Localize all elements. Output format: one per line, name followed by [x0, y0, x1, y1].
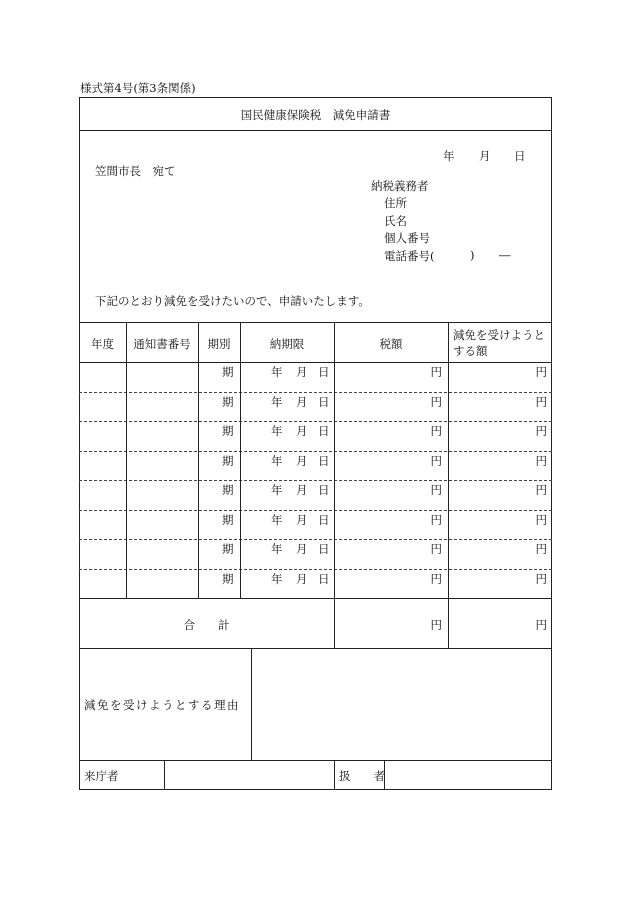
- row-separator: [79, 569, 552, 570]
- row-tax-yen: 円: [430, 483, 442, 497]
- row-tax-yen: 円: [430, 513, 442, 527]
- row-period-unit: 期: [222, 483, 234, 497]
- application-form: [79, 97, 552, 790]
- row-separator: [79, 392, 552, 393]
- row-period-unit: 期: [222, 572, 234, 586]
- total-label: 合 計: [183, 618, 230, 632]
- row-due-day: 日: [318, 454, 330, 468]
- row-due-year: 年: [271, 513, 283, 527]
- form-number-label: 様式第4号(第3条関係): [80, 81, 196, 95]
- row-separator: [79, 451, 552, 452]
- row-reduction-yen: 円: [535, 424, 547, 438]
- applicant-address-label: 住所: [384, 196, 407, 210]
- phone-close-paren: ): [470, 248, 475, 262]
- divider: [79, 130, 552, 131]
- divider: [240, 322, 241, 598]
- divider: [334, 322, 335, 648]
- visitor-label: 来庁者: [84, 769, 119, 783]
- row-period-unit: 期: [222, 395, 234, 409]
- applicant-personal-number-label: 個人番号: [384, 231, 430, 245]
- divider: [384, 760, 385, 790]
- row-tax-yen: 円: [430, 454, 442, 468]
- row-due-day: 日: [318, 513, 330, 527]
- row-tax-yen: 円: [430, 542, 442, 556]
- row-due-day: 日: [318, 572, 330, 586]
- total-reduction-yen: 円: [535, 618, 547, 632]
- row-due-month: 月: [296, 542, 308, 556]
- row-due-year: 年: [271, 542, 283, 556]
- row-reduction-yen: 円: [535, 365, 547, 379]
- divider: [79, 760, 552, 761]
- row-separator: [79, 480, 552, 481]
- addressee: 笠間市長 宛て: [95, 164, 176, 178]
- divider: [126, 322, 127, 598]
- reason-label: 減免を受けようとする理由: [84, 698, 240, 712]
- row-reduction-yen: 円: [535, 483, 547, 497]
- row-due-month: 月: [296, 395, 308, 409]
- divider: [448, 322, 449, 648]
- row-due-day: 日: [318, 395, 330, 409]
- total-tax-yen: 円: [430, 618, 442, 632]
- row-reduction-yen: 円: [535, 454, 547, 468]
- row-separator: [79, 421, 552, 422]
- row-reduction-yen: 円: [535, 542, 547, 556]
- row-period-unit: 期: [222, 424, 234, 438]
- handler-label: 扱 者: [339, 769, 385, 783]
- applicant-heading: 納税義務者: [371, 179, 429, 193]
- divider: [79, 648, 552, 649]
- row-separator: [79, 510, 552, 511]
- row-period-unit: 期: [222, 454, 234, 468]
- row-reduction-yen: 円: [535, 395, 547, 409]
- row-due-year: 年: [271, 365, 283, 379]
- date-year: 年: [443, 149, 455, 163]
- date-month: 月: [479, 149, 491, 163]
- row-due-month: 月: [296, 424, 308, 438]
- row-period-unit: 期: [222, 542, 234, 556]
- row-tax-yen: 円: [430, 572, 442, 586]
- row-due-month: 月: [296, 513, 308, 527]
- divider: [164, 760, 165, 790]
- row-due-month: 月: [296, 454, 308, 468]
- col-reduction-amount-line1: 減免を受けようと: [453, 328, 545, 342]
- row-due-year: 年: [271, 395, 283, 409]
- row-due-month: 月: [296, 572, 308, 586]
- row-tax-yen: 円: [430, 365, 442, 379]
- phone-dash: ―: [499, 248, 511, 262]
- row-due-year: 年: [271, 572, 283, 586]
- row-due-day: 日: [318, 483, 330, 497]
- col-notice-number: 通知書番号: [133, 337, 191, 351]
- row-period-unit: 期: [222, 513, 234, 527]
- row-due-day: 日: [318, 542, 330, 556]
- row-due-day: 日: [318, 365, 330, 379]
- applicant-name-label: 氏名: [384, 214, 407, 228]
- row-reduction-yen: 円: [535, 513, 547, 527]
- row-due-year: 年: [271, 454, 283, 468]
- row-due-year: 年: [271, 483, 283, 497]
- divider: [79, 598, 552, 599]
- row-tax-yen: 円: [430, 395, 442, 409]
- date-day: 日: [514, 149, 526, 163]
- col-reduction-amount-line2: する額: [453, 344, 488, 358]
- row-due-year: 年: [271, 424, 283, 438]
- divider: [198, 322, 199, 598]
- divider: [251, 648, 252, 760]
- row-tax-yen: 円: [430, 424, 442, 438]
- application-statement: 下記のとおり減免を受けたいので、申請いたします。: [95, 294, 370, 308]
- divider: [79, 322, 552, 323]
- divider: [334, 760, 335, 790]
- form-title: 国民健康保険税 減免申請書: [240, 108, 391, 122]
- row-period-unit: 期: [222, 365, 234, 379]
- row-due-month: 月: [296, 365, 308, 379]
- col-due-date: 納期限: [269, 337, 305, 351]
- divider: [79, 362, 552, 363]
- applicant-phone-label: 電話番号(: [384, 249, 435, 263]
- row-separator: [79, 539, 552, 540]
- row-due-day: 日: [318, 424, 330, 438]
- col-fiscal-year: 年度: [91, 337, 114, 351]
- row-due-month: 月: [296, 483, 308, 497]
- col-tax-amount: 税額: [379, 337, 403, 351]
- row-reduction-yen: 円: [535, 572, 547, 586]
- col-period: 期別: [207, 337, 231, 351]
